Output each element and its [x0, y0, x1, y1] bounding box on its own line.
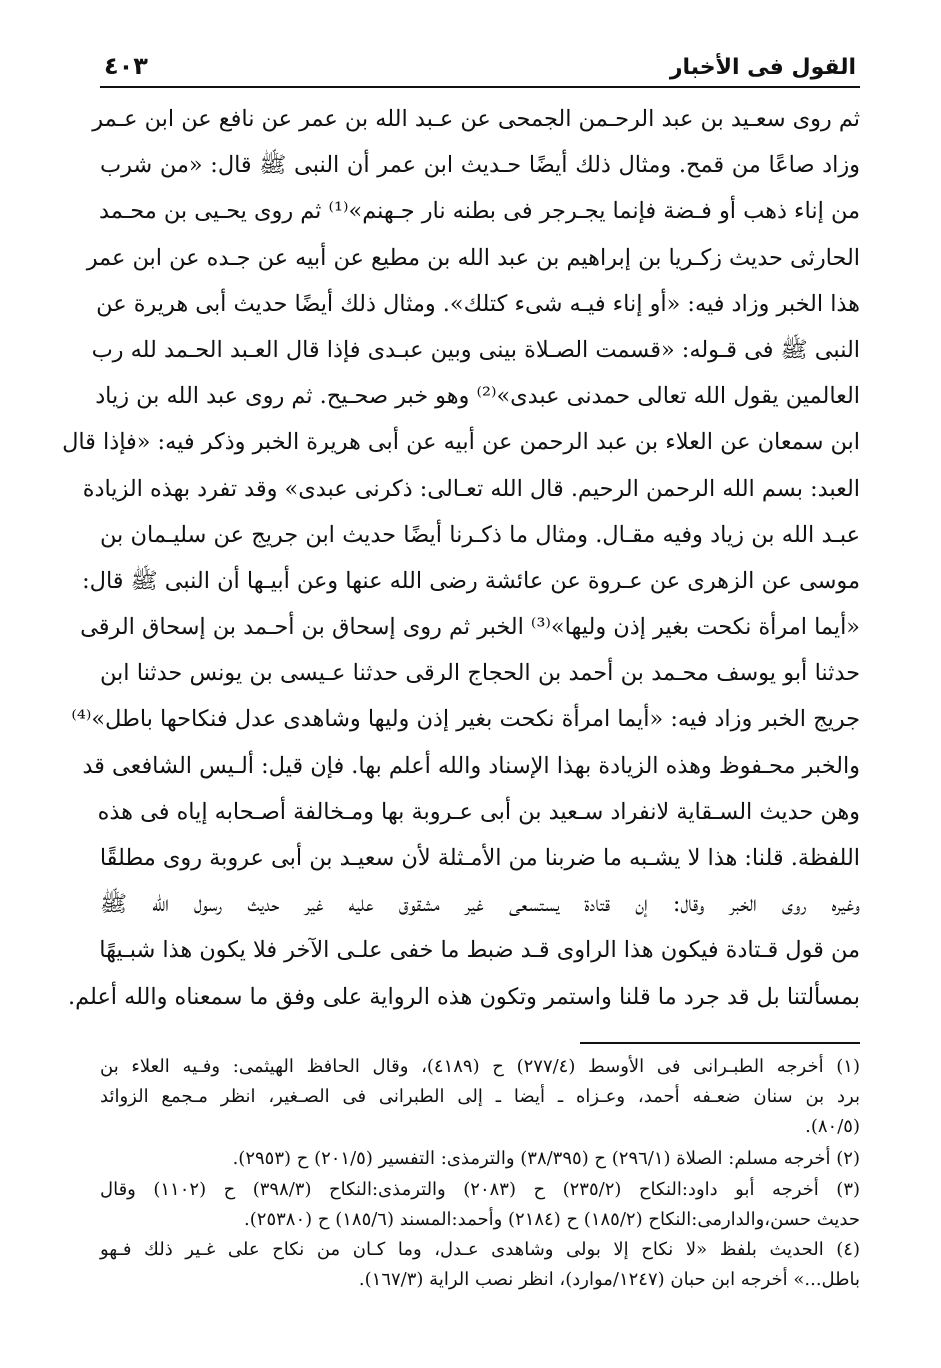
text-line: اللفظة. قلنا: هذا لا يشـبه ما ضربنا من الأمـثلة لأن سعيـد بن أبى عروبة روى مطلقًا	[99, 845, 860, 871]
text-line: العبد: بسم الله الرحمن الرحيم. قال الله تعـالى: ذكرنى عبدى» وقد تفرد بهذه الزيادة	[82, 475, 860, 502]
text-line: من إناء ذهب أو فـضة فإنما يجـرجر فى بطنه نار جـهنم»⁽¹⁾ ثم روى يحـيى بن محـمد	[99, 198, 860, 225]
text-line: من قول قـتادة فيكون هذا الراوى قـد ضبط ما خفى علـى الآخر فلا يكون هذا شبـيهًا	[99, 937, 860, 964]
book-page	[62, 40, 861, 1295]
footnote-line: (٨٠/٥).	[805, 1116, 860, 1138]
text-line: وزاد صاعًا من قمح. ومثال ذلك أيضًا حـديث ابن عمر أن النبى ﷺ قال: «من شرب	[100, 152, 860, 179]
chapter-title: القول فى الأخبار	[669, 55, 856, 80]
footnote-line: (٤) الحديث بلفظ «لا نكاح إلا بولى وشاهدى عـدل، وما كـان من نكاح على غـير ذلك فـهو	[100, 1238, 860, 1260]
footnote-line: حديث حسن،والدارمى:النكاح (١٨٥/٢) ح (٢١٨٤) وأحمد:المسند (١٨٥/٦) ح (٢٥٣٨٠).	[244, 1208, 860, 1230]
text-line: جريج الخبر وزاد فيه: «أيما امرأة نكحت بغير إذن وليها وشاهدى عدل فنكاحها باطل»⁽⁴⁾	[71, 706, 860, 733]
text-line: وهن حديث السـقاية لانفراد سـعيد بن أبى عـروبة بها ومـخالفة أصـحابه إياه فى هذه	[97, 798, 860, 825]
text-line: «أيما امرأة نكحت بغير إذن وليها»⁽³⁾ الخبر ثم روى إسحاق بن أحـمد بن إسحاق الرقى	[80, 614, 860, 641]
footnote-divider	[580, 1042, 860, 1044]
text-line: الحارثى حديث زكـريا بن إبراهيم بن عبد الله بن مطيع عن أبيه عن جـده عن ابن عمر	[86, 244, 860, 271]
footnote-1	[100, 1052, 860, 1143]
footnote-4	[100, 1235, 860, 1295]
footnotes	[100, 1052, 860, 1296]
text-line: هذا الخبر وزاد فيه: «أو إناء فيـه شىء كتلك». ومثال ذلك أيضًا حديث أبى هريرة عن	[96, 290, 860, 317]
text-line: العالمين يقول الله تعالى حمدنى عبدى»⁽²⁾ وهو خبر صحـيح. ثم روى عبد الله بن زياد	[95, 383, 860, 410]
footnote-line: (١) أخرجه الطبـرانى فى الأوسط (٢٧٧/٤) ح (٤١٨٩)، وقال الحافظ الهيثمى: وفـيه العلاء بن	[100, 1055, 860, 1077]
text-line: ثم روى سعـيد بن عبد الرحـمن الجمحى عن عـبد الله بن عمر عن نافع عن ابن عـمر	[92, 106, 860, 132]
footnote-line: باطل...» أخرجه ابن حبان (١٢٤٧/موارد)، انظر نصب الراية (١٦٧/٣).	[358, 1269, 860, 1291]
text-line: موسى عن الزهرى عن عـروة عن عائشة رضى الله عنها وعن أبيـها أن النبى ﷺ قال:	[82, 567, 860, 594]
text-line: حدثنا أبو يوسف محـمد بن أحمد بن الحجاج الرقى حدثنا عـيسى بن يونس حدثنا ابن	[100, 660, 860, 687]
footnote-line: (٢) أخرجه مسلم: الصلاة (٢٩٦/١) ح (٣٨/٣٩٥) والترمذى: التفسير (٢٠١/٥) ح (٢٩٥٣).	[232, 1148, 860, 1170]
running-head	[100, 40, 860, 88]
footnote-3	[100, 1175, 860, 1235]
text-line: وغيره روى الخبر وقال: إن قتادة يستسعى غير مشقوق عليه غير حديث رسول الله ﷺ	[100, 891, 860, 918]
text-line: عبـد الله بن زياد وفيه مقـال. ومثال ما ذكـرنا أيضًا حديث ابن جريج عن سليـمان بن	[100, 521, 860, 548]
page-number: ٤٠٣	[104, 52, 148, 80]
footnote-line: برد بن سنان ضعـفه أحمد، وعـزاه ـ أيضا ـ إلى الطبرانى فى الصـغير، انظر مـجمع الزوائد	[100, 1085, 860, 1107]
text-line: والخبر محـفوظ وهذه الزيادة بهذا الإسناد والله أعلم بها. فإن قيل: ألـيس الشافعى قد	[82, 752, 860, 779]
footnote-line: (٣) أخرجه أبو داود:النكاح (٢٣٥/٢) ح (٢٠٨٣) والترمذى:النكاح (٣٩٨/٣) ح (١١٠٢) وقال	[100, 1178, 861, 1200]
footnote-2	[100, 1144, 860, 1174]
text-line: ابن سمعان عن العلاء بن عبد الرحمن عن أبيه عن أبى هريرة الخبر وذكر فيه: «فإذا قال	[62, 429, 860, 456]
text-line: بمسألتنا بل قد جرد ما قلنا واستمر وتكون هذه الرواية على وفق ما سمعناه والله أعلم.	[68, 983, 860, 1010]
text-line: النبى ﷺ فى قـوله: «قسمت الصـلاة بينى وبين عبـدى فإذا قال العـبد الحـمد لله رب	[91, 336, 860, 363]
main-text	[62, 96, 860, 1020]
